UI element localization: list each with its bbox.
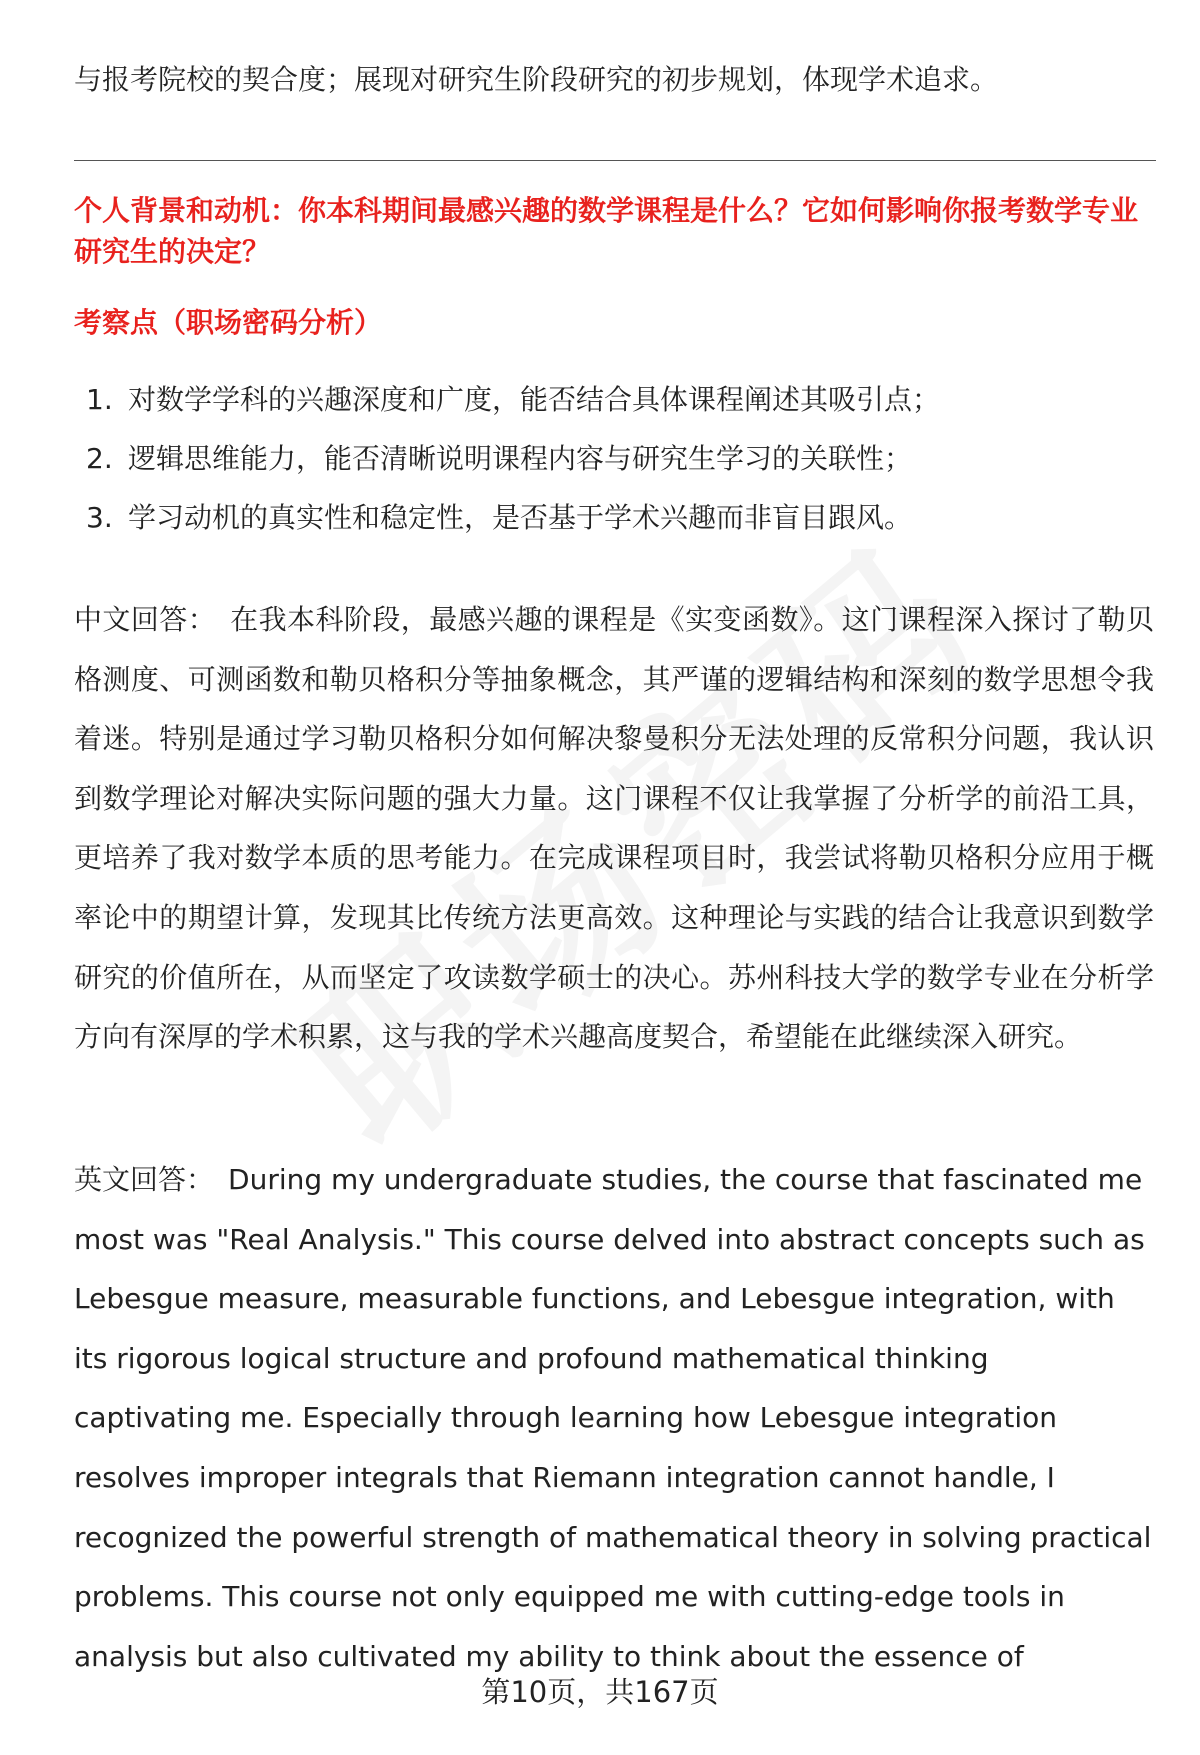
english-answer-text: During my undergraduate studies, the course that fascinated me most was "Real Analysis." This course delved into abstract concepts such as Lebesgue measure, measurable functions, and Lebesgue integration, with its rigorous logical structure and profound mathematical thinking captivating me. Especially through learning how Lebesgue integration resolves improper integrals that Riemann integration cannot handle, I recognized the powerful strength of mathematical theory in solving practical problems. This course not only equipped me with cutting-edge tools in analysis but also cultivated my ability to think about the essence of [74, 1163, 1152, 1673]
chinese-answer-text: 在我本科阶段，最感兴趣的课程是《实变函数》。这门课程深入探讨了勒贝格测度、可测函数和勒贝格积分等抽象概念，其严谨的逻辑结构和深刻的数学思想令我着迷。特别是通过学习勒贝格积分如何解决黎曼积分无法处理的反常积分问题，我认识到数学理论对解决实际问题的强大力量。这门课程不仅让我掌握了分析学的前沿工具，更培养了我对数学本质的思考能力。在完成课程项目时，我尝试将勒贝格积分应用于概率论中的期望计算，发现其比传统方法更高效。这种理论与实践的结合让我意识到数学研究的价值所在，从而坚定了攻读数学硕士的决心。苏州科技大学的数学专业在分析学方向有深厚的学术积累，这与我的学术兴趣高度契合，希望能在此继续深入研究。 [74, 603, 1154, 1054]
assessment-heading: 考察点（职场密码分析） [74, 306, 383, 339]
chinese-answer [74, 590, 1154, 1067]
list-item-text: 逻辑思维能力，能否清晰说明课程内容与研究生学习的关联性； [128, 442, 913, 475]
list-item [74, 380, 1154, 439]
list-item-number: 1. [86, 383, 113, 416]
list-item-number: 2. [86, 442, 113, 475]
page-indicator: 第10页，共167页 [481, 1675, 719, 1709]
section-divider [74, 160, 1156, 161]
intro-text: 与报考院校的契合度；展现对研究生阶段研究的初步规划，体现学术追求。 [74, 63, 999, 96]
list-item-number: 3. [86, 501, 113, 534]
chinese-answer-label: 中文回答： [74, 603, 217, 636]
english-answer-label: 英文回答： [74, 1163, 215, 1196]
list-item-text: 对数学学科的兴趣深度和广度，能否结合具体课程阐述其吸引点； [128, 383, 941, 416]
assessment-points-list [74, 380, 1154, 557]
english-answer [74, 1150, 1154, 1686]
list-item [74, 498, 1154, 557]
list-item-text: 学习动机的真实性和稳定性，是否基于学术兴趣而非盲目跟风。 [128, 501, 913, 534]
list-item [74, 439, 1154, 498]
question-title: 个人背景和动机：你本科期间最感兴趣的数学课程是什么？它如何影响你报考数学专业研究生的决定？ [74, 194, 1139, 268]
